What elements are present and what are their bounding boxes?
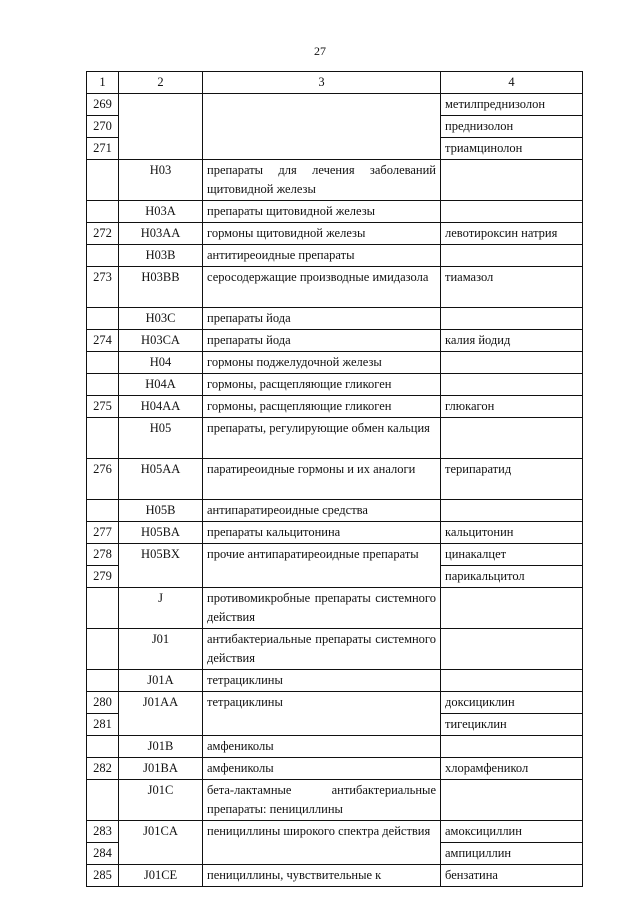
row-number: 279 — [87, 566, 119, 588]
atc-code: H05AA — [119, 459, 203, 500]
atc-code: J01A — [119, 670, 203, 692]
atc-code — [119, 94, 203, 160]
atc-code: J01CE — [119, 865, 203, 887]
table-row — [87, 736, 583, 758]
table-row — [87, 267, 583, 308]
table-row — [87, 160, 583, 201]
group-description: паратиреоидные гормоны и их аналоги — [203, 459, 441, 500]
drug-name — [441, 352, 583, 374]
group-description: амфениколы — [203, 736, 441, 758]
drug-name: доксициклин — [441, 692, 583, 714]
group-description: гормоны поджелудочной железы — [203, 352, 441, 374]
atc-code: H03A — [119, 201, 203, 223]
group-description: антипаратиреоидные средства — [203, 500, 441, 522]
drug-name: метилпреднизолон — [441, 94, 583, 116]
table-row — [87, 374, 583, 396]
row-number — [87, 160, 119, 201]
group-description: препараты, регулирующие обмен кальция — [203, 418, 441, 459]
group-description: препараты йода — [203, 330, 441, 352]
group-description: препараты кальцитонина — [203, 522, 441, 544]
group-description: амфениколы — [203, 758, 441, 780]
drug-name — [441, 670, 583, 692]
drug-name — [441, 629, 583, 670]
row-number — [87, 629, 119, 670]
drug-name: глюкагон — [441, 396, 583, 418]
drug-classification-table — [86, 71, 583, 887]
row-number: 275 — [87, 396, 119, 418]
drug-name: бензатина — [441, 865, 583, 887]
table-row — [87, 308, 583, 330]
table-row — [87, 865, 583, 887]
drug-name: преднизолон — [441, 116, 583, 138]
atc-code: H05BX — [119, 544, 203, 588]
atc-code: H04A — [119, 374, 203, 396]
atc-code: H05BA — [119, 522, 203, 544]
row-number — [87, 308, 119, 330]
header-col-1: 1 — [87, 72, 119, 94]
group-description: антибактериальные препараты системного действия — [203, 629, 441, 670]
drug-name — [441, 736, 583, 758]
group-description: антитиреоидные препараты — [203, 245, 441, 267]
table-row — [87, 330, 583, 352]
row-number — [87, 500, 119, 522]
drug-name: кальцитонин — [441, 522, 583, 544]
row-number: 271 — [87, 138, 119, 160]
table-row — [87, 780, 583, 821]
drug-name: терипаратид — [441, 459, 583, 500]
table-row — [87, 223, 583, 245]
group-description: бета-лактамные антибактериальные препараты: пенициллины — [203, 780, 441, 821]
drug-name: цинакалцет — [441, 544, 583, 566]
table-row — [87, 94, 583, 116]
table-row — [87, 588, 583, 629]
atc-code: H05B — [119, 500, 203, 522]
row-number: 282 — [87, 758, 119, 780]
atc-code: J01B — [119, 736, 203, 758]
drug-name: амоксициллин — [441, 821, 583, 843]
table-row — [87, 692, 583, 714]
table-row — [87, 522, 583, 544]
group-description: пенициллины, чувствительные к — [203, 865, 441, 887]
drug-name — [441, 245, 583, 267]
group-description: тетрациклины — [203, 670, 441, 692]
drug-name: хлорамфеникол — [441, 758, 583, 780]
row-number — [87, 352, 119, 374]
drug-name — [441, 418, 583, 459]
drug-name — [441, 500, 583, 522]
group-description: препараты йода — [203, 308, 441, 330]
header-col-4: 4 — [441, 72, 583, 94]
drug-name: ампициллин — [441, 843, 583, 865]
drug-name: триамцинолон — [441, 138, 583, 160]
atc-code: J — [119, 588, 203, 629]
row-number: 273 — [87, 267, 119, 308]
table-row — [87, 418, 583, 459]
row-number — [87, 374, 119, 396]
drug-name — [441, 588, 583, 629]
row-number: 281 — [87, 714, 119, 736]
table-row — [87, 821, 583, 843]
drug-name — [441, 201, 583, 223]
row-number — [87, 201, 119, 223]
group-description: препараты щитовидной железы — [203, 201, 441, 223]
row-number — [87, 245, 119, 267]
header-col-3: 3 — [203, 72, 441, 94]
row-number: 269 — [87, 94, 119, 116]
table-row — [87, 396, 583, 418]
atc-code: J01CA — [119, 821, 203, 865]
group-description: серосодержащие производные имидазола — [203, 267, 441, 308]
row-number: 274 — [87, 330, 119, 352]
row-number — [87, 670, 119, 692]
row-number: 272 — [87, 223, 119, 245]
group-description: противомикробные препараты системного действия — [203, 588, 441, 629]
row-number: 270 — [87, 116, 119, 138]
group-description: пенициллины широкого спектра действия — [203, 821, 441, 865]
drug-name: парикальцитол — [441, 566, 583, 588]
drug-name — [441, 160, 583, 201]
atc-code: H03BB — [119, 267, 203, 308]
group-description: гормоны, расщепляющие гликоген — [203, 374, 441, 396]
drug-name: калия йодид — [441, 330, 583, 352]
table-row — [87, 500, 583, 522]
atc-code: J01BA — [119, 758, 203, 780]
row-number: 276 — [87, 459, 119, 500]
row-number: 280 — [87, 692, 119, 714]
atc-code: H03 — [119, 160, 203, 201]
table-row — [87, 544, 583, 566]
group-description: гормоны, расщепляющие гликоген — [203, 396, 441, 418]
atc-code: H05 — [119, 418, 203, 459]
drug-name: тигециклин — [441, 714, 583, 736]
row-number: 284 — [87, 843, 119, 865]
group-description: препараты для лечения заболеваний щитовидной железы — [203, 160, 441, 201]
atc-code: H03AA — [119, 223, 203, 245]
atc-code: H04 — [119, 352, 203, 374]
group-description: тетрациклины — [203, 692, 441, 736]
row-number: 283 — [87, 821, 119, 843]
group-description: прочие антипаратиреоидные препараты — [203, 544, 441, 588]
atc-code: J01AA — [119, 692, 203, 736]
table-row — [87, 629, 583, 670]
table-row — [87, 758, 583, 780]
drug-name — [441, 308, 583, 330]
atc-code: J01 — [119, 629, 203, 670]
row-number — [87, 418, 119, 459]
table-row — [87, 352, 583, 374]
table-row — [87, 670, 583, 692]
atc-code: H04AA — [119, 396, 203, 418]
table-row — [87, 245, 583, 267]
row-number — [87, 736, 119, 758]
header-col-2: 2 — [119, 72, 203, 94]
atc-code: H03C — [119, 308, 203, 330]
atc-code: H03B — [119, 245, 203, 267]
row-number: 277 — [87, 522, 119, 544]
row-number: 278 — [87, 544, 119, 566]
row-number — [87, 780, 119, 821]
atc-code: J01C — [119, 780, 203, 821]
page-number: 27 — [314, 44, 326, 58]
table-row — [87, 201, 583, 223]
drug-name — [441, 780, 583, 821]
table-row — [87, 459, 583, 500]
drug-name: левотироксин натрия — [441, 223, 583, 245]
row-number — [87, 588, 119, 629]
group-description — [203, 94, 441, 160]
drug-name: тиамазол — [441, 267, 583, 308]
atc-code: H03CA — [119, 330, 203, 352]
drug-name — [441, 374, 583, 396]
group-description: гормоны щитовидной железы — [203, 223, 441, 245]
header-row — [87, 72, 583, 94]
row-number: 285 — [87, 865, 119, 887]
